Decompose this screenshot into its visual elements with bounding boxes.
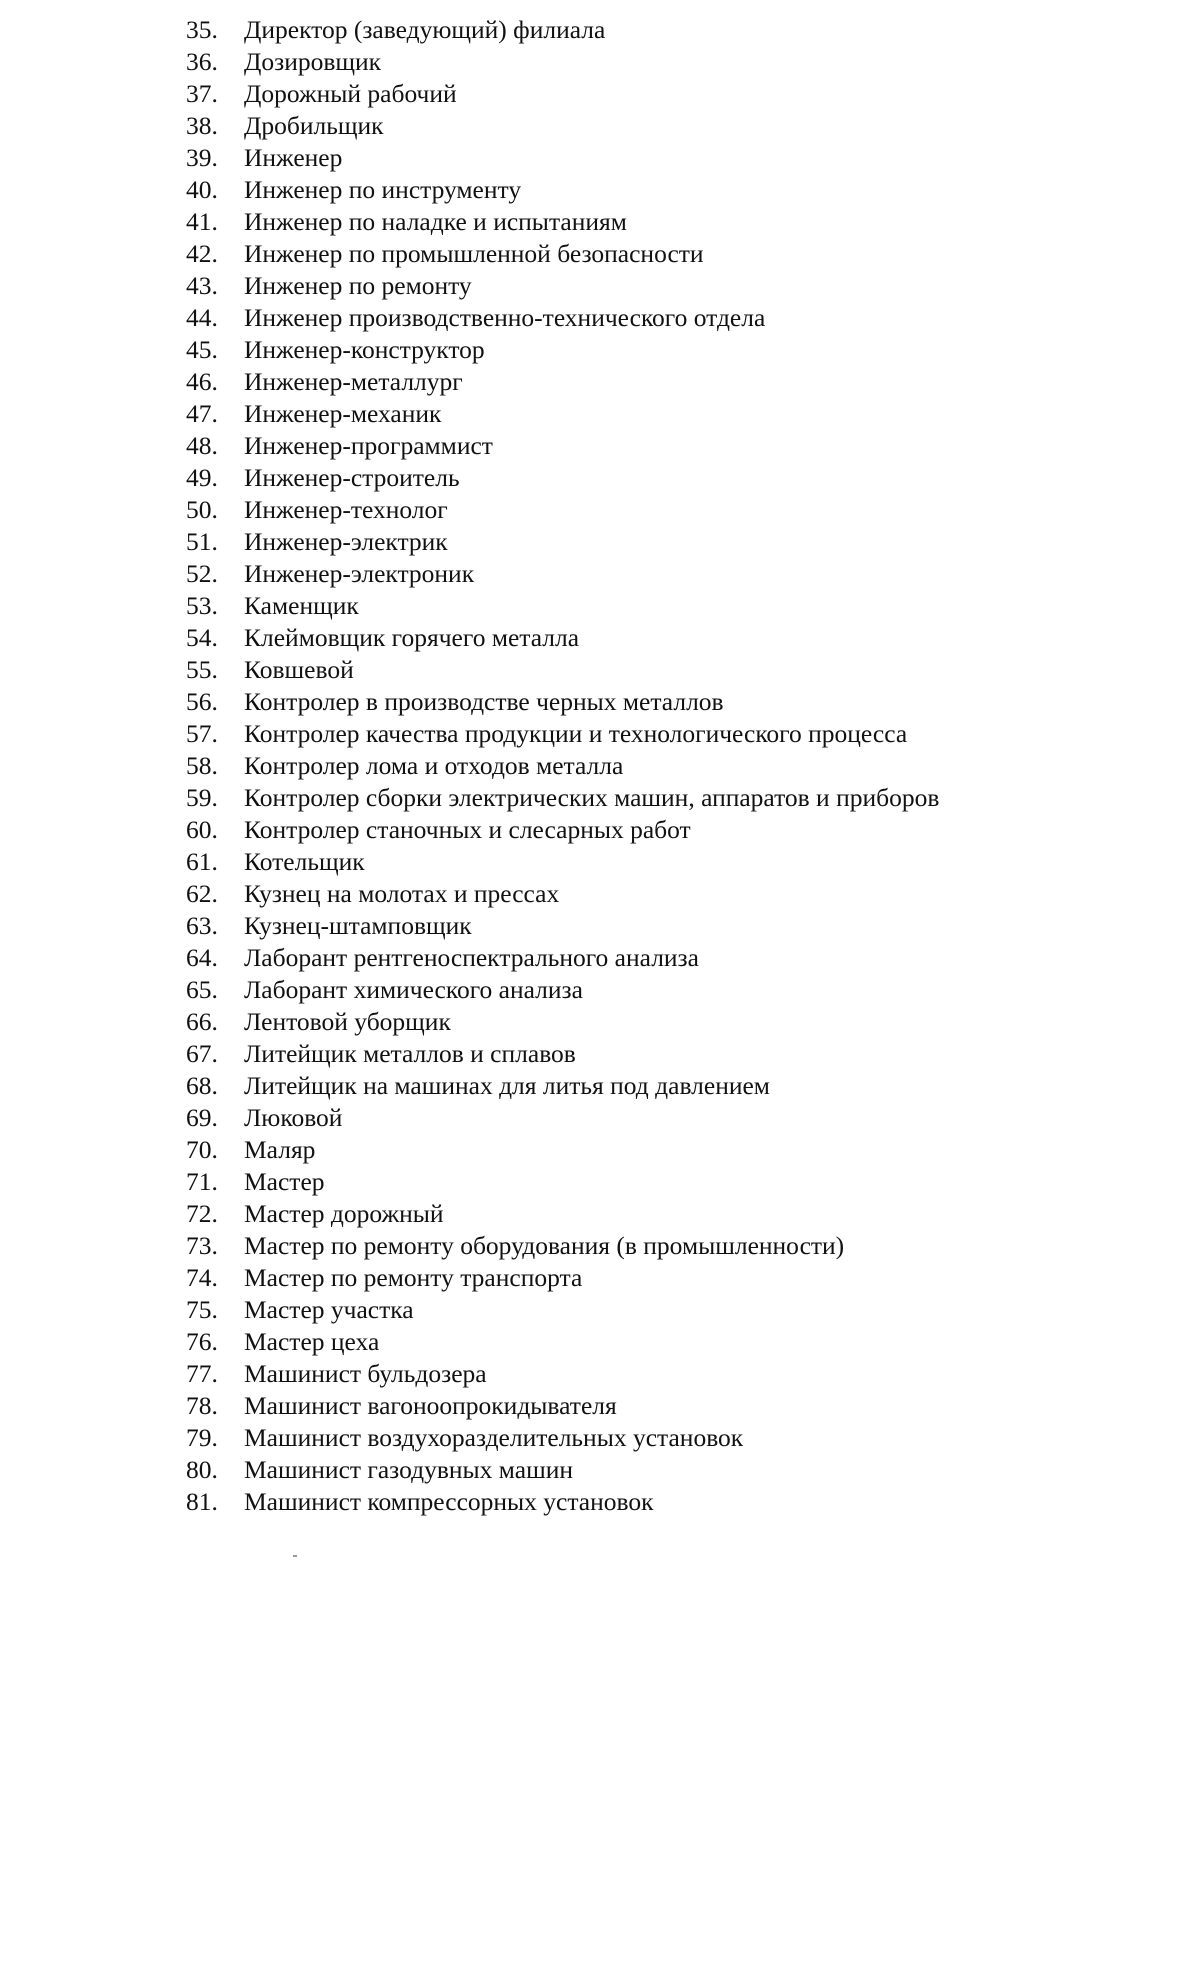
list-item: [186, 366, 939, 398]
item-number: 55.: [186, 655, 218, 684]
list-item: [186, 1454, 939, 1486]
list-item: [186, 494, 939, 526]
item-text: Мастер участка: [244, 1295, 414, 1324]
item-number: 40.: [186, 175, 218, 204]
item-text: Инженер-технолог: [244, 495, 448, 524]
item-text: Дозировщик: [244, 47, 382, 76]
item-text: Инженер-механик: [244, 399, 442, 428]
item-text: Инженер-строитель: [244, 463, 460, 492]
item-text: Инженер по промышленной безопасности: [244, 239, 704, 268]
item-number: 42.: [186, 239, 218, 268]
list-item: [186, 1102, 939, 1134]
item-number: 63.: [186, 911, 218, 940]
item-text: Литейщик металлов и сплавов: [244, 1039, 576, 1068]
item-number: 59.: [186, 783, 218, 812]
item-number: 66.: [186, 1007, 218, 1036]
item-text: Каменщик: [244, 591, 359, 620]
item-text: Инженер-металлург: [244, 367, 463, 396]
item-number: 79.: [186, 1423, 218, 1452]
item-text: Машинист бульдозера: [244, 1359, 487, 1388]
item-number: 39.: [186, 143, 218, 172]
item-number: 69.: [186, 1103, 218, 1132]
item-text: Мастер: [244, 1167, 325, 1196]
item-number: 56.: [186, 687, 218, 716]
item-text: Клеймовщик горячего металла: [244, 623, 580, 652]
list-item: [186, 398, 939, 430]
item-number: 73.: [186, 1231, 218, 1260]
item-number: 38.: [186, 111, 218, 140]
item-text: Контролер сборки электрических машин, аппаратов и приборов: [244, 783, 940, 812]
item-number: 62.: [186, 879, 218, 908]
item-number: 45.: [186, 335, 218, 364]
list-item: [186, 1230, 939, 1262]
item-number: 65.: [186, 975, 218, 1004]
item-number: 35.: [186, 15, 218, 44]
list-item: [186, 1294, 939, 1326]
list-item: [186, 526, 939, 558]
item-number: 67.: [186, 1039, 218, 1068]
list-item: [186, 1134, 939, 1166]
item-number: 68.: [186, 1071, 218, 1100]
item-number: 51.: [186, 527, 218, 556]
item-number: 58.: [186, 751, 218, 780]
scan-speck: [293, 1555, 297, 1557]
item-text: Инженер-конструктор: [244, 335, 485, 364]
list-item: [186, 686, 939, 718]
item-number: 71.: [186, 1167, 218, 1196]
list-item: [186, 590, 939, 622]
item-text: Машинист газодувных машин: [244, 1455, 573, 1484]
item-text: Мастер дорожный: [244, 1199, 444, 1228]
list-item: [186, 1326, 939, 1358]
item-number: 70.: [186, 1135, 218, 1164]
list-item: [186, 654, 939, 686]
list-item: [186, 462, 939, 494]
item-number: 48.: [186, 431, 218, 460]
item-text: Инженер по инструменту: [244, 175, 522, 204]
item-text: Машинист вагоноопрокидывателя: [244, 1391, 617, 1420]
item-text: Кузнец на молотах и прессах: [244, 879, 560, 908]
list-item: [186, 238, 939, 270]
item-text: Инженер-электрик: [244, 527, 448, 556]
item-number: 64.: [186, 943, 218, 972]
item-text: Мастер по ремонту транспорта: [244, 1263, 583, 1292]
item-text: Инженер производственно-технического отдела: [244, 303, 766, 332]
item-text: Люковой: [244, 1103, 343, 1132]
list-item: [186, 942, 939, 974]
list-item: [186, 1070, 939, 1102]
item-number: 72.: [186, 1199, 218, 1228]
list-item: [186, 46, 939, 78]
item-text: Маляр: [244, 1135, 316, 1164]
item-number: 52.: [186, 559, 218, 588]
profession-list: [186, 14, 939, 1518]
list-item: [186, 14, 939, 46]
item-number: 50.: [186, 495, 218, 524]
item-text: Машинист воздухоразделительных установок: [244, 1423, 744, 1452]
item-number: 44.: [186, 303, 218, 332]
item-text: Ковшевой: [244, 655, 354, 684]
item-number: 53.: [186, 591, 218, 620]
list-item: [186, 78, 939, 110]
item-number: 74.: [186, 1263, 218, 1292]
list-item: [186, 1262, 939, 1294]
list-item: [186, 1358, 939, 1390]
item-text: Контролер в производстве черных металлов: [244, 687, 724, 716]
item-number: 37.: [186, 79, 218, 108]
list-item: [186, 1486, 939, 1518]
list-item: [186, 302, 939, 334]
item-text: Директор (заведующий) филиала: [244, 15, 606, 44]
list-item: [186, 750, 939, 782]
list-item: [186, 270, 939, 302]
item-text: Мастер цеха: [244, 1327, 380, 1356]
item-text: Лентовой уборщик: [244, 1007, 451, 1036]
item-text: Инженер: [244, 143, 343, 172]
item-number: 41.: [186, 207, 218, 236]
list-item: [186, 1422, 939, 1454]
list-item: [186, 142, 939, 174]
list-item: [186, 1390, 939, 1422]
item-text: Контролер лома и отходов металла: [244, 751, 624, 780]
list-item: [186, 974, 939, 1006]
item-number: 78.: [186, 1391, 218, 1420]
item-text: Кузнец-штамповщик: [244, 911, 472, 940]
item-number: 61.: [186, 847, 218, 876]
list-item: [186, 174, 939, 206]
item-number: 81.: [186, 1487, 218, 1516]
item-text: Дробильщик: [244, 111, 384, 140]
list-item: [186, 878, 939, 910]
list-item: [186, 814, 939, 846]
list-item: [186, 1166, 939, 1198]
item-number: 57.: [186, 719, 218, 748]
item-text: Инженер по ремонту: [244, 271, 472, 300]
item-number: 46.: [186, 367, 218, 396]
list-item: [186, 1198, 939, 1230]
item-text: Лаборант рентгеноспектрального анализа: [244, 943, 699, 972]
list-item: [186, 910, 939, 942]
item-text: Котельщик: [244, 847, 365, 876]
item-number: 76.: [186, 1327, 218, 1356]
item-text: Инженер-программист: [244, 431, 493, 460]
item-text: Машинист компрессорных установок: [244, 1487, 654, 1516]
item-text: Контролер станочных и слесарных работ: [244, 815, 691, 844]
list-item: [186, 110, 939, 142]
list-item: [186, 718, 939, 750]
item-text: Литейщик на машинах для литья под давлением: [244, 1071, 770, 1100]
list-item: [186, 334, 939, 366]
list-item: [186, 430, 939, 462]
item-number: 60.: [186, 815, 218, 844]
item-number: 36.: [186, 47, 218, 76]
item-number: 80.: [186, 1455, 218, 1484]
item-number: 47.: [186, 399, 218, 428]
item-text: Дорожный рабочий: [244, 79, 457, 108]
list-item: [186, 1038, 939, 1070]
list-item: [186, 1006, 939, 1038]
list-item: [186, 558, 939, 590]
item-number: 77.: [186, 1359, 218, 1388]
item-text: Инженер-электроник: [244, 559, 475, 588]
item-number: 75.: [186, 1295, 218, 1324]
item-number: 43.: [186, 271, 218, 300]
list-item: [186, 782, 939, 814]
item-number: 54.: [186, 623, 218, 652]
item-text: Контролер качества продукции и технологического процесса: [244, 719, 908, 748]
item-text: Мастер по ремонту оборудования (в промышленности): [244, 1231, 845, 1260]
item-text: Инженер по наладке и испытаниям: [244, 207, 627, 236]
list-item: [186, 206, 939, 238]
item-text: Лаборант химического анализа: [244, 975, 583, 1004]
list-item: [186, 622, 939, 654]
item-number: 49.: [186, 463, 218, 492]
list-item: [186, 846, 939, 878]
